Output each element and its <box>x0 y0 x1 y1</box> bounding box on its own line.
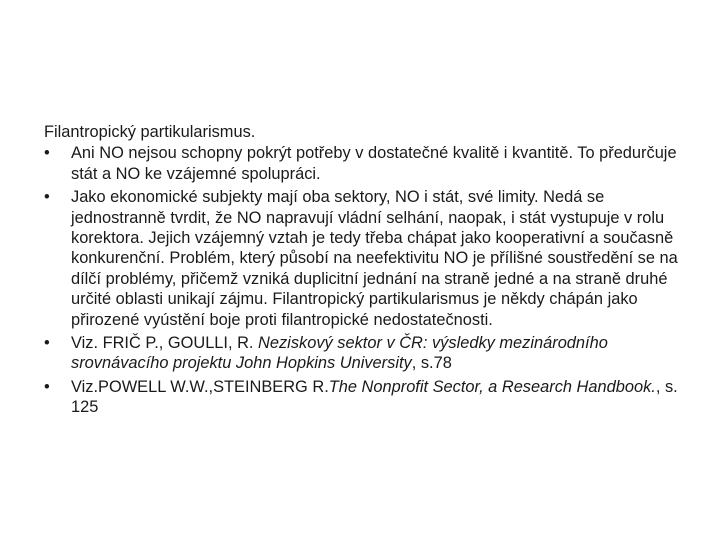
bullet-item-4 <box>44 377 684 418</box>
bullet-dot: • <box>44 334 50 353</box>
slide-heading: Filantropický partikularismus. <box>44 123 256 141</box>
bullet-list <box>44 143 684 417</box>
bullet-dot: • <box>44 377 50 396</box>
bullet-item-2 <box>44 187 684 330</box>
citation-prefix: Viz.POWELL W.W.,STEINBERG R. <box>71 377 329 396</box>
bullet-dot: • <box>44 188 50 207</box>
citation-title: Neziskový sektor v ČR: výsledky mezinárodního srovnávacího projektu John Hopkins University <box>71 334 608 373</box>
bullet-text: Ani NO nejsou schopny pokrýt potřeby v dostatečné kvalitě i kvantitě. To předurčuje stát a NO ke vzájemné spolupráci. <box>71 144 677 183</box>
bullet-item-1 <box>44 143 684 184</box>
bullet-dot: • <box>44 144 50 163</box>
bullet-text: Jako ekonomické subjekty mají oba sektory, NO i stát, své limity. Nedá se jednostranně tvrdit, že NO napravují vládní selhání, naopak, i stát vystupuje v rolu korektora. Jejich vzájemný vztah je tedy třeba chápat jako kooperativní a současně konkurenční. Problém, který působí na neefektivitu NO je přílišné soustředění se na dílčí problémy, přičemž vzniká duplicitní jednání na straně jedné a na straně druhé určité oblasti unikají zájmu. Filantropický partikularismus je někdy chápán jako přirozené vyústění boje proti filantropické nedostatečnosti. <box>71 188 678 329</box>
bullet-item-3 <box>44 333 684 374</box>
slide-content <box>44 122 684 421</box>
citation-title: The Nonprofit Sector, a Research Handbook. <box>328 377 656 396</box>
citation-suffix: , s.78 <box>411 354 452 373</box>
citation-suffix: , s. 125 <box>71 377 678 417</box>
citation-prefix: Viz. FRIČ P., GOULLI, R. <box>71 334 259 353</box>
